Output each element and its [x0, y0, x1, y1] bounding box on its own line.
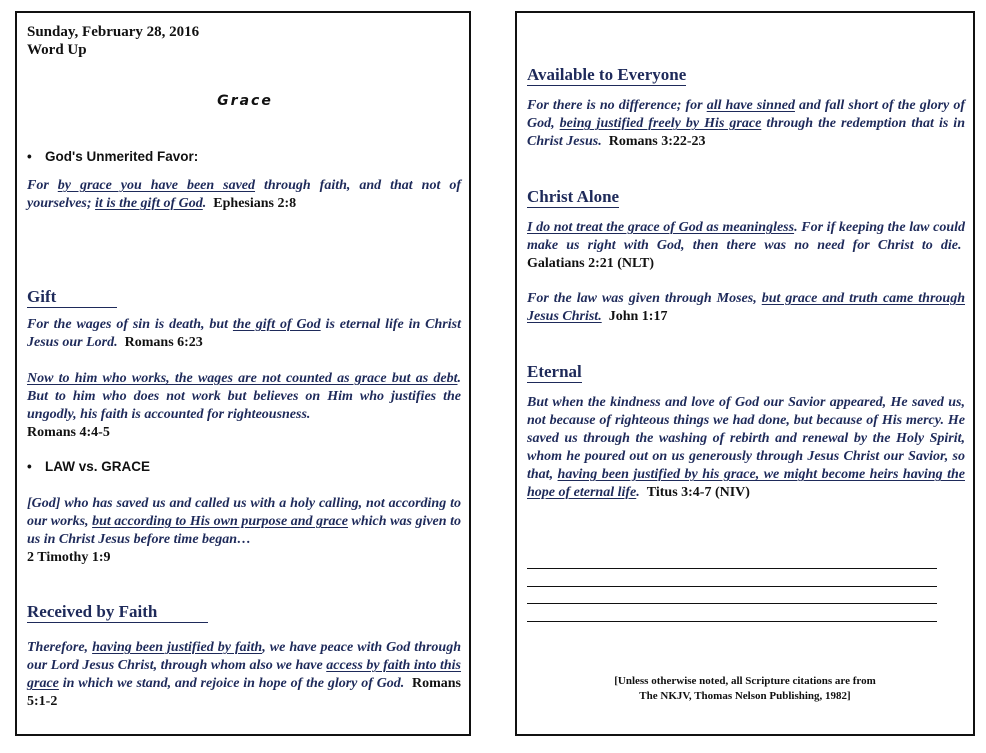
left-page: [15, 11, 471, 736]
heading-christ-alone: [527, 187, 619, 208]
verse-reference: 2 Timothy 1:9: [27, 550, 111, 565]
verse-text: .: [636, 485, 640, 500]
verse-romans-6: [27, 316, 461, 352]
citation-footnote: [517, 674, 973, 704]
verse-text: Therefore,: [27, 640, 93, 655]
verse-underline: but grace and truth came through Jesus Christ.: [527, 291, 965, 324]
heading-text: Eternal: [527, 362, 582, 381]
verse-john: [527, 290, 965, 326]
footnote-line: [Unless otherwise noted, all Scripture citations are from: [614, 675, 876, 687]
verse-reference: Romans 5:1-2: [27, 676, 461, 709]
right-page: [515, 11, 975, 736]
verse-text: which was given to us in Christ Jesus before time began…: [27, 514, 461, 547]
verse-text: and fall short of the glory of God,: [527, 98, 965, 131]
heading-gift: [27, 287, 117, 308]
date-line: Sunday, February 28, 2016: [27, 24, 200, 40]
verse-reference: John 1:17: [608, 309, 668, 324]
page-title: Grace: [217, 93, 273, 109]
bullet-dot-icon: •: [27, 459, 32, 474]
verse-underline: the gift of God: [232, 317, 321, 332]
verse-text: For there is no difference; for: [527, 98, 707, 113]
verse-reference: Romans 3:22-23: [608, 134, 706, 149]
verse-text: in which we stand, and rejoice in hope of the glory of God.: [58, 676, 405, 691]
verse-text: . For if keeping the law could make us right with God, then there was no need for Christ to die.: [527, 220, 965, 253]
series-name: Word Up: [27, 42, 87, 58]
verse-text: For the law was given through Moses,: [527, 291, 762, 306]
verse-underline: having been justified by his grace, we might become heirs having the hope of eternal life: [527, 467, 965, 500]
verse-2-timothy: [27, 495, 461, 567]
heading-text: Available to Everyone: [527, 65, 687, 84]
bullet-law-vs-grace: [27, 459, 150, 474]
heading-text: Received by Faith: [27, 602, 208, 623]
bullet-label: God's Unmerited Favor:: [45, 149, 199, 164]
verse-text: through faith, and that not of yourselves;: [27, 178, 461, 211]
verse-text: .: [202, 196, 207, 211]
verse-underline: but according to His own purpose and grace: [92, 514, 348, 529]
verse-reference: Titus 3:4-7 (NIV): [646, 485, 750, 500]
verse-underline: all have sinned: [706, 98, 795, 113]
verse-reference: Galatians 2:21 (NLT): [527, 256, 655, 271]
bullet-dot-icon: •: [27, 149, 32, 164]
bullet-unmerited-favor: [27, 149, 198, 164]
verse-romans-4: [27, 370, 461, 442]
verse-underline: Now to him who works, the wages are not counted as grace but as debt: [27, 371, 458, 386]
verse-ephesians: [27, 177, 461, 213]
verse-text: [God] who has saved us and called us with a holy calling, not according to our works,: [27, 496, 461, 529]
verse-underline: being justified freely by His grace: [559, 116, 762, 131]
heading-eternal: [527, 362, 582, 383]
notes-line: [527, 603, 937, 604]
verse-titus: [527, 394, 965, 502]
heading-available-to-everyone: [527, 65, 686, 86]
footnote-line: The NKJV, Thomas Nelson Publishing, 1982]: [639, 690, 851, 702]
verse-romans-3: [527, 97, 965, 151]
verse-underline: access by faith into this grace: [27, 658, 462, 691]
verse-text: , we have peace with God through our Lord Jesus Christ, through whom also we have: [27, 640, 461, 673]
verse-text: But when the kindness and love of God our Savior appeared, He saved us, not because of righteous things we had done, but because of His mercy. He saved us through the washing of rebirth and renewal by the Holy Spirit, whom he poured out on us generously through Jesus Christ our Savior, so that,: [527, 395, 965, 482]
verse-text: through the redemption that is in Christ Jesus.: [527, 116, 965, 149]
verse-galatians: [527, 219, 965, 273]
notes-line: [527, 586, 937, 587]
bullet-label: LAW vs. GRACE: [45, 459, 151, 474]
heading-received-by-faith: [27, 602, 208, 623]
verse-underline: by grace you have been saved: [57, 178, 256, 193]
notes-line: [527, 568, 937, 569]
verse-text: is eternal life in Christ Jesus our Lord.: [27, 317, 461, 350]
verse-text: . But to him who does not work but believes on Him who justifies the ungodly, his faith is accounted for righteousness.: [27, 371, 461, 422]
verse-underline: it is the gift of God: [95, 196, 203, 211]
verse-romans-5: [27, 639, 461, 711]
verse-reference: Romans 4:4-5: [27, 425, 110, 440]
verse-text: For the wages of sin is death, but: [27, 317, 233, 332]
verse-text: For: [27, 178, 58, 193]
heading-text: Christ Alone: [527, 187, 620, 206]
verse-reference: Ephesians 2:8: [213, 196, 297, 211]
verse-underline: I do not treat the grace of God as meaningless: [527, 220, 795, 235]
verse-reference: Romans 6:23: [124, 335, 203, 350]
verse-underline: having been justified by faith: [92, 640, 263, 655]
notes-line: [527, 621, 937, 622]
heading-text: Gift: [27, 287, 117, 308]
